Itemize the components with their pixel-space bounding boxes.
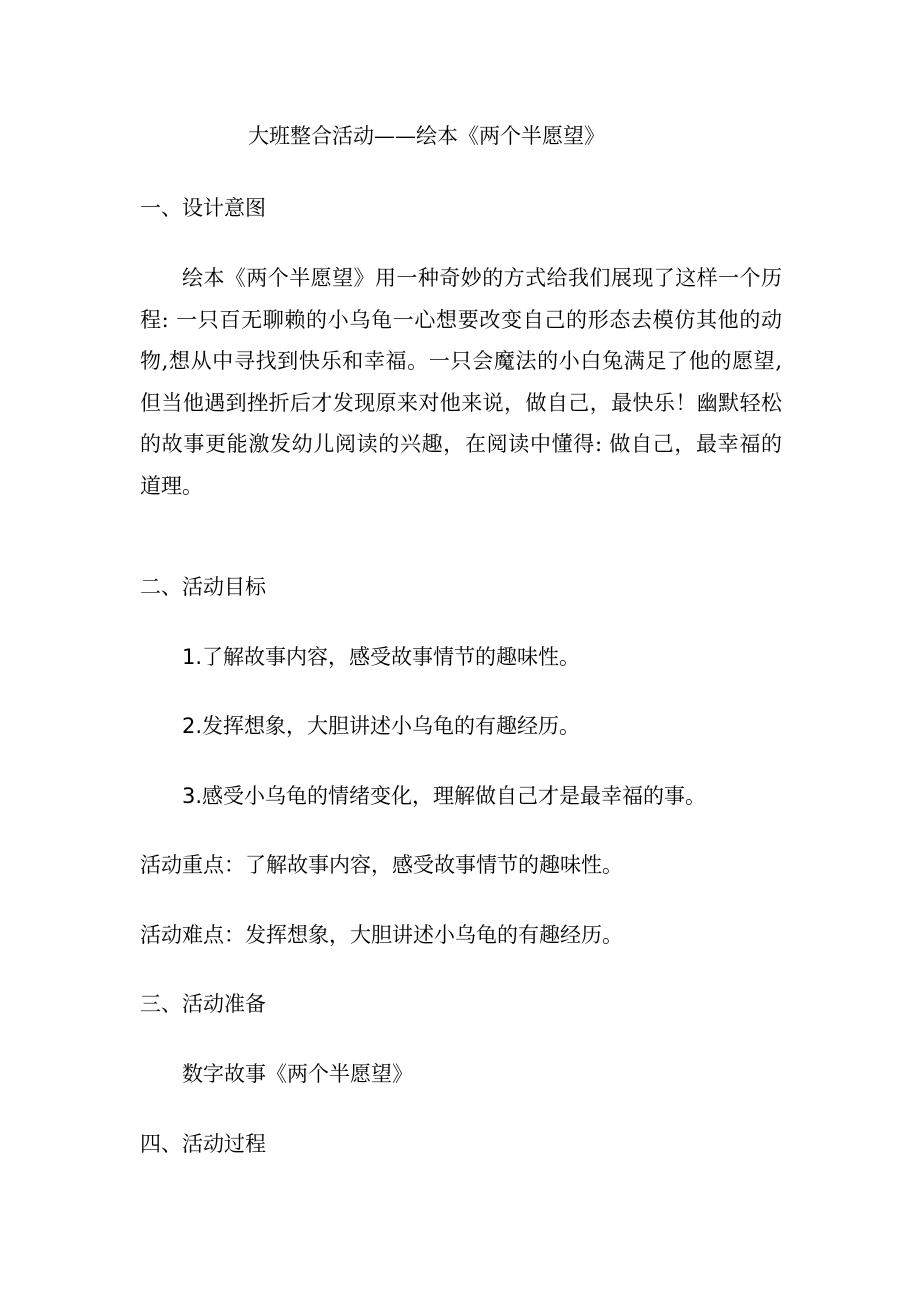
section-heading-preparation: 三、活动准备 bbox=[140, 992, 266, 1016]
goal-item-1 bbox=[182, 642, 580, 672]
goal-number: 1. bbox=[182, 645, 203, 669]
document-title: 大班整合活动——绘本《两个半愿望》 bbox=[248, 124, 605, 148]
goal-number: 2. bbox=[182, 714, 203, 738]
goal-item-2 bbox=[182, 711, 580, 741]
goal-text: 了解故事内容，感受故事情节的趣味性。 bbox=[202, 645, 581, 669]
goal-text: 发挥想象，大胆讲述小乌龟的有趣经历。 bbox=[202, 714, 581, 738]
difficulty-text: 活动难点：发挥想象，大胆讲述小乌龟的有趣经历。 bbox=[140, 923, 623, 947]
section-heading-design-intent: 一、设计意图 bbox=[140, 196, 266, 220]
preparation-item: 数字故事《两个半愿望》 bbox=[182, 1062, 413, 1086]
key-point-text: 活动重点：了解故事内容，感受故事情节的趣味性。 bbox=[140, 853, 623, 877]
goal-text: 感受小乌龟的情绪变化，理解做自己才是最幸福的事。 bbox=[202, 784, 707, 808]
goal-item-3 bbox=[182, 781, 706, 811]
section-heading-process: 四、活动过程 bbox=[140, 1132, 266, 1156]
design-intent-paragraph: 绘本《两个半愿望》用一种奇妙的方式给我们展现了这样一个历程: 一只百无聊赖的小乌龟一心想要改变自己的形态去模仿其他的动物,想从中寻找到快乐和幸福。一只会魔法的小白兔满足了他的愿望,但当他遇到挫折后才发现原来对他来说，做自己，最快乐！幽默轻松的故事更能激发幼儿阅读的兴趣，在阅读中懂得: 做自己，最幸福的道理。 bbox=[140, 266, 782, 498]
section-heading-goals: 二、活动目标 bbox=[140, 575, 266, 599]
goal-number: 3. bbox=[182, 784, 203, 808]
